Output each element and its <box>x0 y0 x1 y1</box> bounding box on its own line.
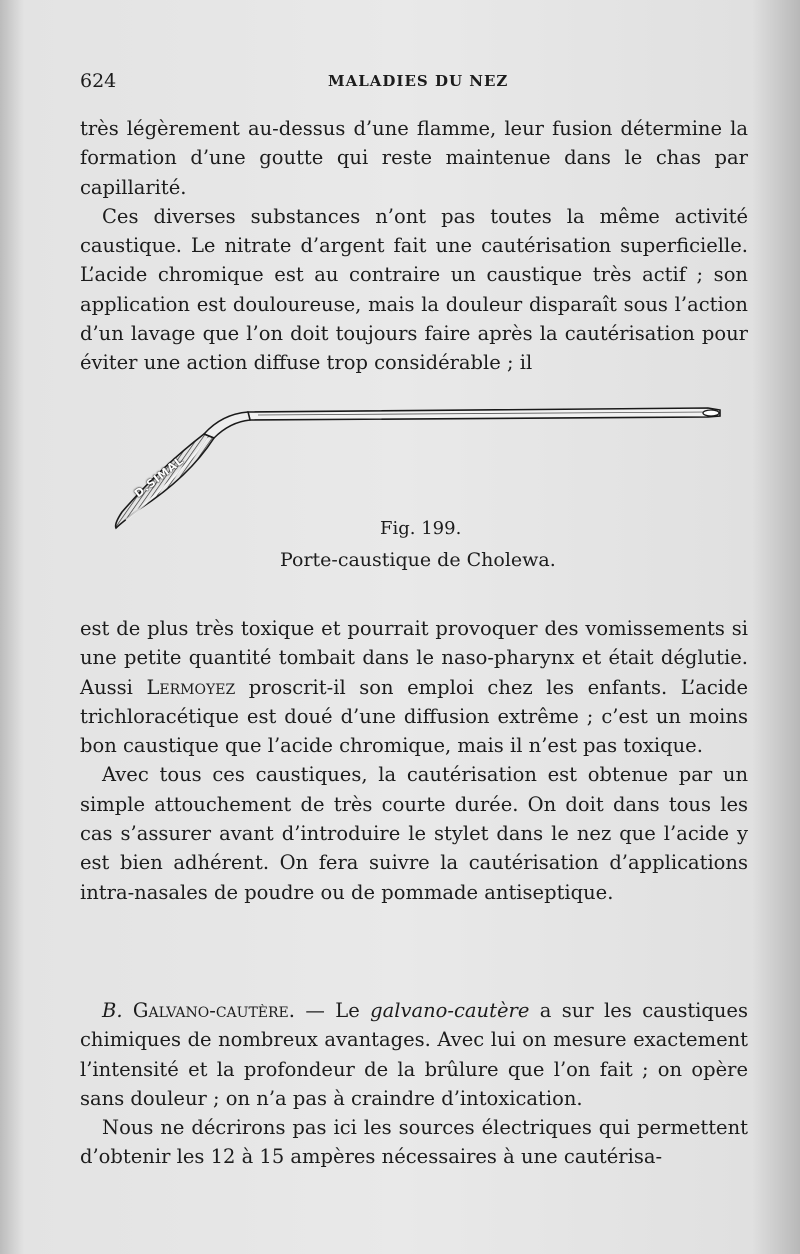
page-number: 624 <box>80 70 117 92</box>
text-block-top <box>80 114 748 378</box>
section-heading: Galvano-cautère. <box>132 999 295 1022</box>
paragraph-continuation: très légèrement au-dessus d’une flamme, leur fusion détermine la formation d’une goutte qui reste maintenue dans le chas par capillarité. <box>80 117 748 199</box>
heading-dash: — Le <box>294 999 371 1022</box>
paragraph-galvano-cautere <box>80 996 748 1113</box>
toxicity-text-a: est de plus très toxique et pourrait provoquer des vomissements si une petite quantité tombait dans le naso-pharynx et était déglutie. Aussi <box>80 617 748 699</box>
toxicity-text-b: proscrit-il son emploi chez les enfants. L’acide trichloracétique est doué d’une diffusion extrême ; c’est un moins bon caustique que l’acide chromique, mais il n’est pas toxique. <box>80 675 749 758</box>
text-block-middle <box>80 614 748 907</box>
running-head: MALADIES DU NEZ <box>328 72 509 90</box>
paragraph-electric-sources: Nous ne décrirons pas ici les sources électriques qui permettent d’obtenir les 12 à 15 ampères nécessaires à une cautérisa- <box>80 1116 748 1169</box>
galvano-text: a sur les caustiques chimiques de nombreux avantages. Avec lui on mesure exactement l’intensité et la profondeur de la brûlure que l’on fait ; on opère sans douleur ; on n’a pas à craindre d’intoxication. <box>80 999 748 1110</box>
figure-number: Fig. 199. <box>380 518 462 539</box>
paragraph-caustic-activity: Ces diverses substances n’ont pas toutes la même activité caustique. Le nitrate d’argent fait une cautérisation superficielle. L’acide chromique est au contraire un caustique très actif ; son application est douloureuse, mais la douleur disparaît sous l’action d’un lavage que l’on doit toujours faire après la cautérisation pour éviter une action diffuse trop considérable ; il <box>80 204 748 375</box>
paragraph-application: Avec tous ces caustiques, la cautérisation est obtenue par un simple attouchement de très courte durée. On doit dans tous les cas s’assurer avant d’introduire le stylet dans le nez que l’acide y est bien adhérent. On fera suivre la cautérisation d’applications intra-nasales de poudre ou de pommade antiseptique. <box>80 763 748 904</box>
page-header <box>80 70 740 98</box>
figure-instrument <box>108 398 728 538</box>
porte-caustique-illustration <box>108 398 728 538</box>
paragraph-toxicity <box>80 614 748 760</box>
author-name: Lermoyez <box>146 675 236 699</box>
engraver-signature: D.SIMAL <box>132 453 187 501</box>
text-block-bottom <box>80 996 748 1172</box>
figure-caption: Porte-caustique de Cholewa. <box>280 549 556 571</box>
italic-term: galvano-cautère <box>370 999 530 1022</box>
section-label: B. <box>102 999 123 1022</box>
